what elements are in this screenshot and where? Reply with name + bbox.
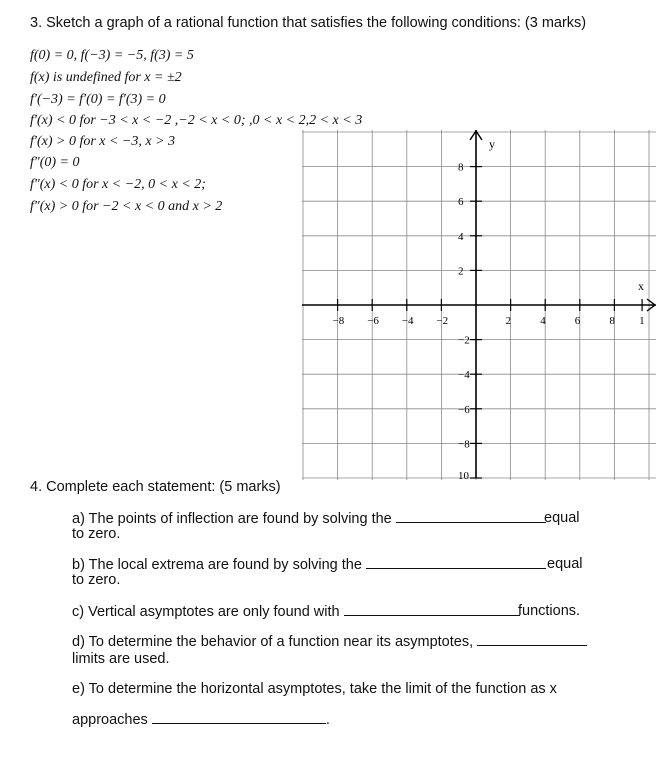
x-tick-label: 2 [505, 315, 512, 327]
blank-e[interactable] [152, 711, 326, 724]
statement-b-line1: b) The local extrema are found by solving the [72, 556, 546, 573]
x-tick-label: −4 [401, 315, 414, 327]
statement-c: c) Vertical asymptotes are only found with [72, 603, 520, 620]
condition-6: f″(0) = 0 [30, 155, 80, 170]
statement-c-end: functions. [518, 603, 581, 619]
blank-d[interactable] [477, 633, 587, 646]
y-tick-label: 4 [458, 230, 464, 243]
condition-5: f′(x) > 0 for x < −3, x > 3 [30, 134, 176, 149]
blank-a[interactable] [396, 510, 546, 523]
x-tick-label: −8 [332, 315, 345, 327]
x-tick-label: 6 [574, 315, 581, 327]
statement-a-end: equal [544, 510, 580, 526]
y-tick-label: −4 [458, 369, 470, 382]
axes [302, 130, 656, 478]
x-tick-label: 1 [639, 315, 645, 327]
statement-b-line2: to zero. [72, 572, 121, 588]
statement-e-line1: e) To determine the horizontal asymptotes, take the limit of the function as x [72, 681, 557, 697]
blank-c[interactable] [344, 603, 520, 616]
tick-labels [333, 162, 645, 480]
condition-7: f″(x) < 0 for x < −2, 0 < x < 2; [30, 177, 206, 192]
y-tick-label: −2 [458, 334, 470, 347]
y-tick-label: −6 [458, 403, 470, 416]
x-tick-label: 4 [540, 315, 546, 327]
y-tick-label: 2 [458, 265, 464, 278]
x-tick-label: −2 [436, 315, 449, 327]
x-tick-label: −6 [367, 315, 379, 327]
y-tick-label: 8 [458, 161, 464, 174]
statement-b-end: equal [547, 556, 583, 572]
condition-4: f′(x) < 0 for −3 < x < −2 ,−2 < x < 0; ,0 < x < 2,2 < x < 3 [30, 113, 363, 128]
y-axis-label: y [489, 137, 495, 151]
statement-d-line2: limits are used. [72, 651, 170, 667]
x-tick-label: 8 [609, 315, 615, 327]
y-tick-label: 6 [458, 196, 464, 209]
blank-b[interactable] [366, 556, 546, 569]
statement-e-line2: approaches . [72, 712, 330, 728]
statement-a-line2: to zero. [72, 526, 121, 542]
statement-d-line1: d) To determine the behavior of a function near its asymptotes, [72, 633, 587, 650]
y-tick-label: 10 [458, 470, 469, 480]
x-axis-label: x [638, 279, 644, 293]
question-3-title: 3. Sketch a graph of a rational function that satisfies the following conditions: (3 marks) [30, 15, 587, 31]
coordinate-grid[interactable] [302, 130, 656, 480]
condition-1: f(0) = 0, f(−3) = −5, f(3) = 5 [30, 48, 194, 63]
condition-3: f′(−3) = f′(0) = f′(3) = 0 [30, 92, 166, 107]
question-4-title: 4. Complete each statement: (5 marks) [30, 479, 281, 495]
tick-marks [338, 167, 642, 478]
y-tick-label: −8 [458, 438, 470, 451]
condition-8: f″(x) > 0 for −2 < x < 0 and x > 2 [30, 199, 223, 214]
statement-a-line1: a) The points of inflection are found by solving the [72, 510, 546, 527]
condition-2: f(x) is undefined for x = ±2 [30, 70, 182, 85]
